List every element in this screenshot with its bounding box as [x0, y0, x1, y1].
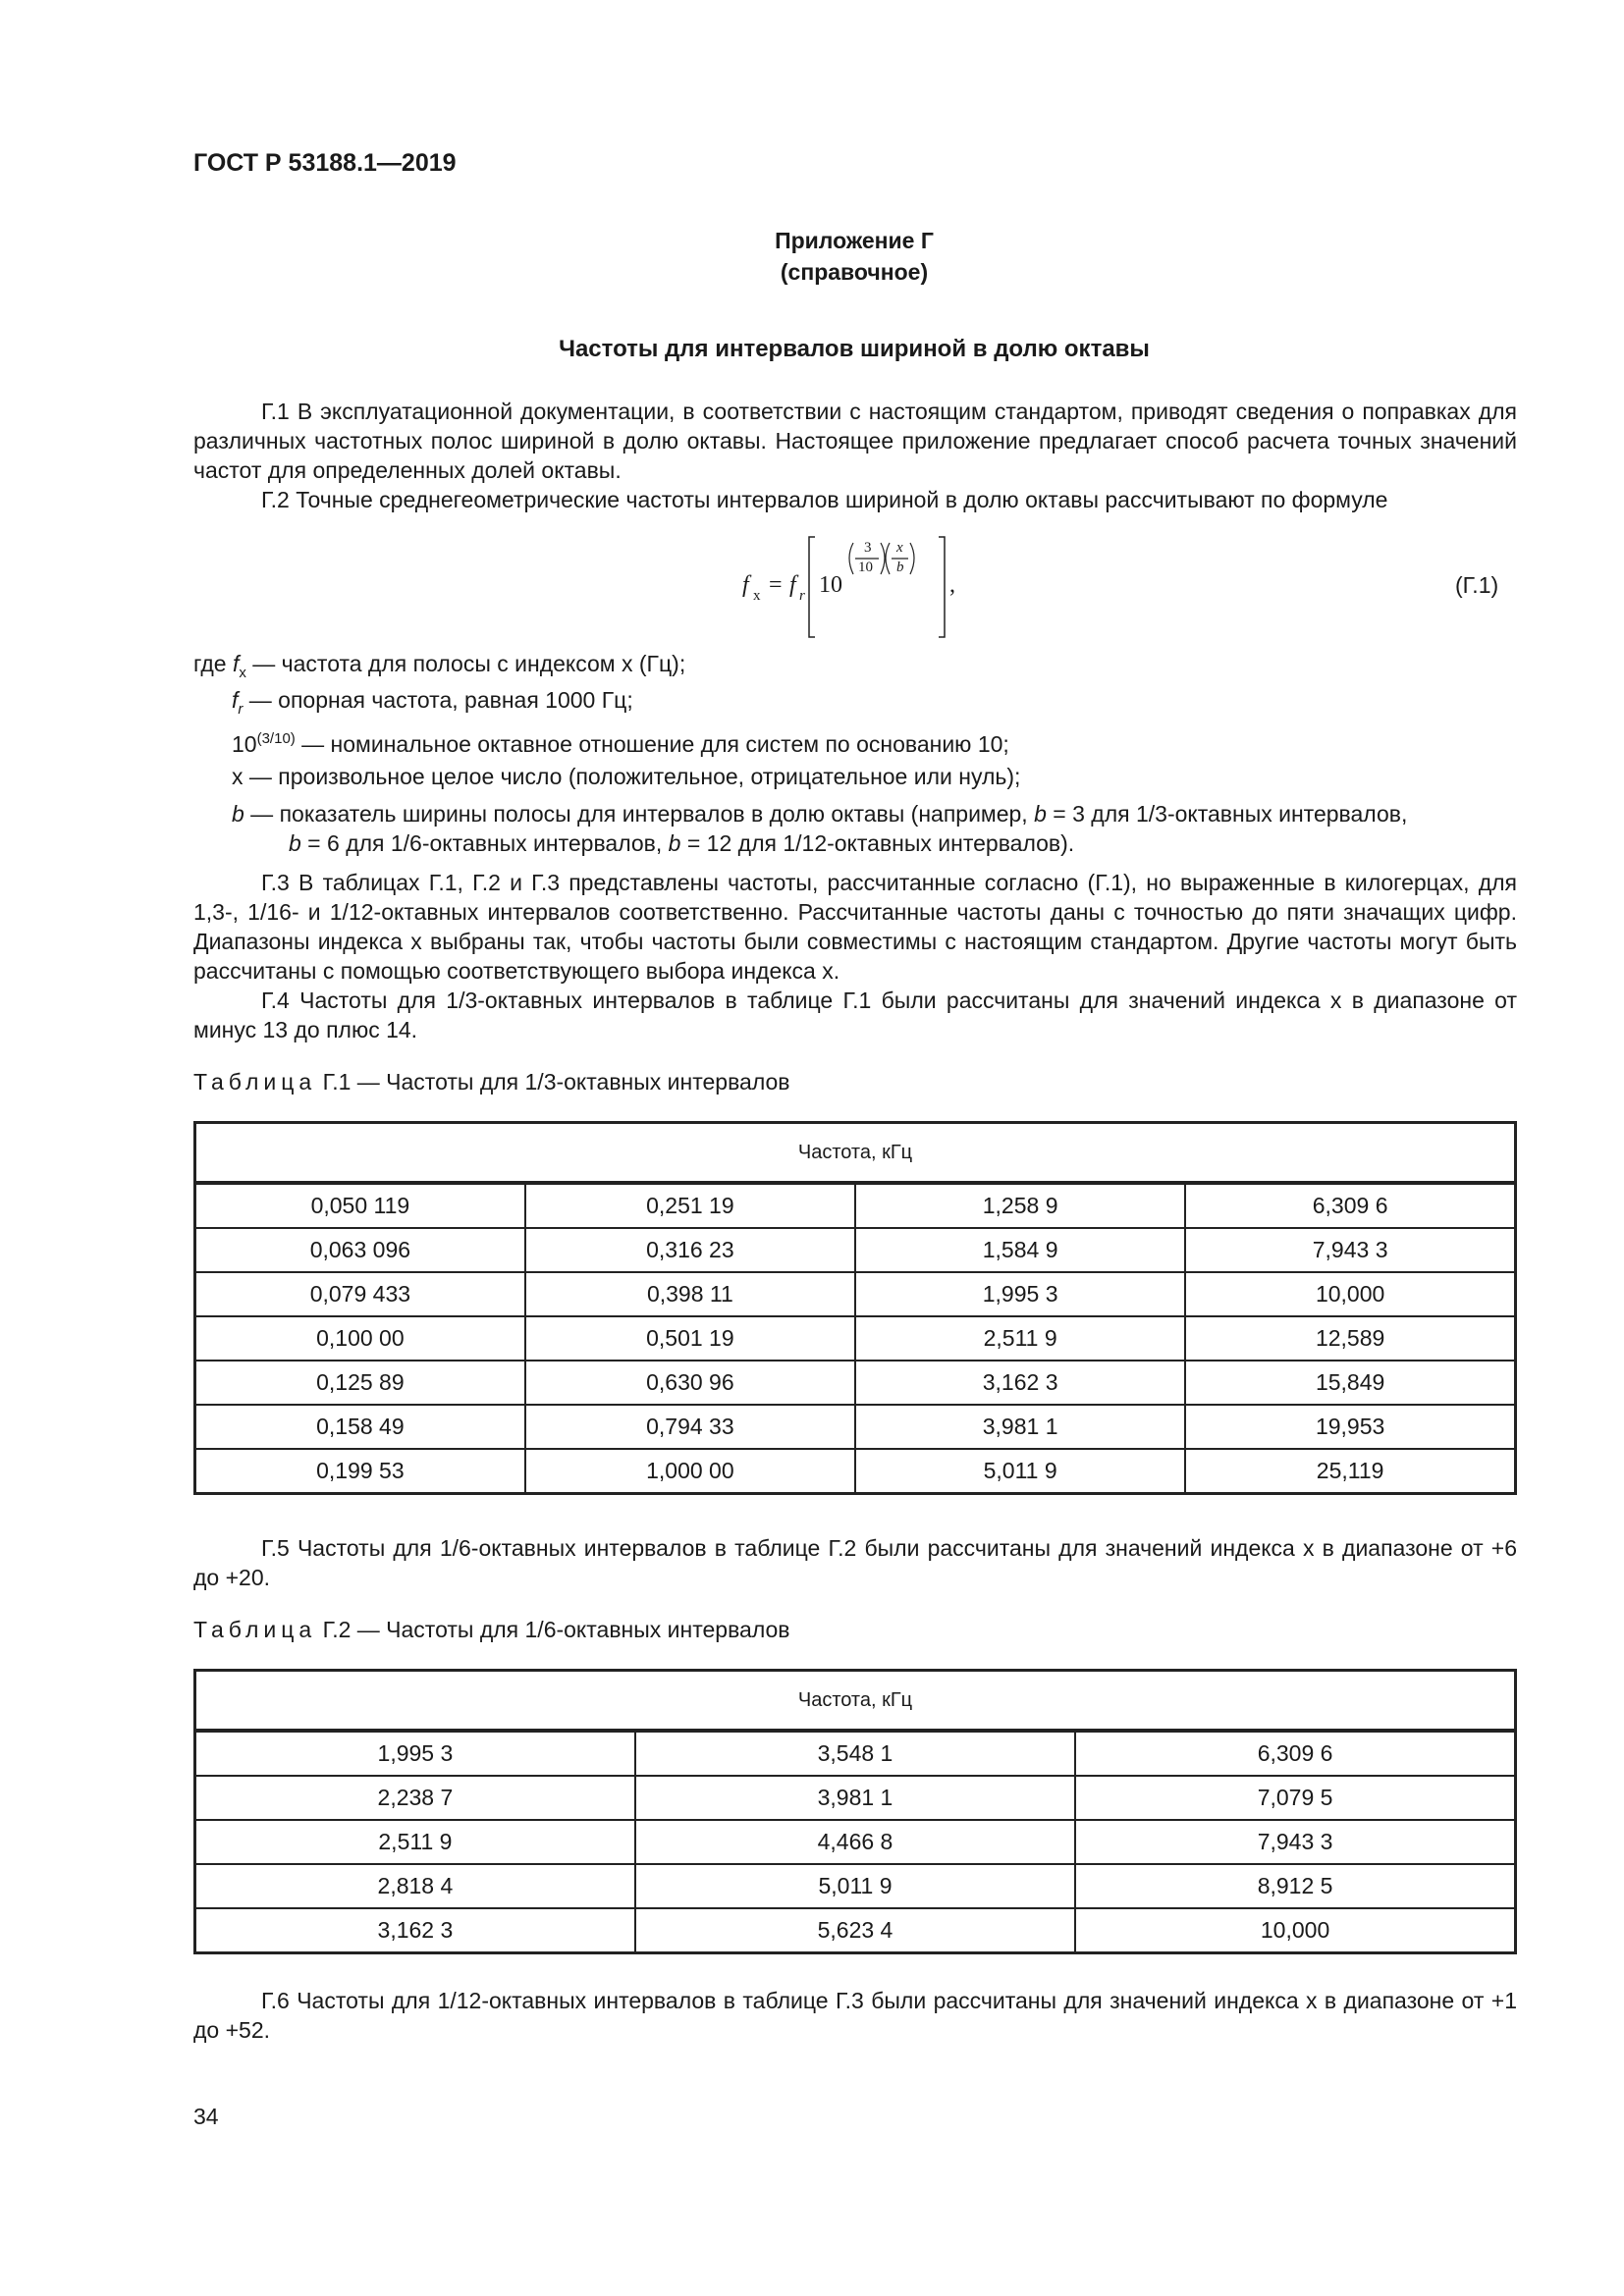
section-title: Частоты для интервалов шириной в долю октавы — [559, 336, 1150, 362]
table2-header: Частота, кГц — [195, 1671, 1516, 1732]
paragraph-g1: Г.1 В эксплуатационной документации, в соответствии с настоящим стандартом, приводят сведения о поправках для различных частотных полос шириной в долю октавы. Настоящее приложение предлагает способ расчета точных значений частот для определенных долей октавы. — [193, 399, 1517, 483]
table-cell: 10,000 — [1185, 1272, 1515, 1316]
table1-caption — [193, 1069, 790, 1095]
table-cell: 5,011 9 — [635, 1864, 1075, 1908]
formula-trailing-comma: , — [949, 572, 955, 598]
table-row — [195, 1183, 1516, 1228]
definition-b-symbol-4: b — [668, 830, 681, 856]
definition-b-eq-3: = 12 для 1/12-октавных интервалов). — [680, 830, 1075, 856]
table-cell: 7,079 5 — [1075, 1776, 1515, 1820]
table2-caption-text: Г.2 — Частоты для 1/6-октавных интервалов — [316, 1617, 790, 1642]
table-row — [195, 1820, 1516, 1864]
table-cell: 7,943 3 — [1075, 1820, 1515, 1864]
table-cell: 0,063 096 — [195, 1228, 525, 1272]
document-code: ГОСТ Р 53188.1—2019 — [193, 149, 457, 177]
annex-kind: (справочное) — [780, 259, 929, 285]
definition-b-symbol-2: b — [1034, 801, 1047, 827]
table-cell: 0,199 53 — [195, 1449, 525, 1494]
formula-num-2: x — [896, 540, 903, 556]
table-row — [195, 1361, 1516, 1405]
definition-fx-text: — частота для полосы с индексом x (Гц); — [245, 651, 686, 676]
definition-ratio-base: 10 — [232, 731, 257, 757]
formula-den-2: b — [896, 560, 904, 575]
definition-ratio-text: — номинальное октавное отношение для систем по основанию 10; — [295, 731, 1009, 757]
table-cell: 4,466 8 — [635, 1820, 1075, 1864]
formula-equals: = — [769, 572, 783, 598]
table-cell: 3,548 1 — [635, 1731, 1075, 1776]
paragraph-g6: Г.6 Частоты для 1/12-октавных интервалов в таблице Г.3 были рассчитаны для значений индекса x в диапазоне от +1 до +52. — [193, 1988, 1517, 2043]
table-cell: 1,000 00 — [525, 1449, 855, 1494]
definition-b-eq-2: = 6 для 1/6-октавных интервалов, — [300, 830, 669, 856]
paragraph-g4: Г.4 Частоты для 1/3-октавных интервалов в таблице Г.1 были рассчитаны для значений индекса x в диапазоне от минус 13 до плюс 14. — [193, 988, 1517, 1042]
table-cell: 0,501 19 — [525, 1316, 855, 1361]
table-row — [195, 1731, 1516, 1776]
table-cell: 8,912 5 — [1075, 1864, 1515, 1908]
definition-fx — [193, 649, 1482, 688]
definition-fr — [232, 685, 1520, 724]
formula-num-1: 3 — [864, 540, 872, 556]
table-row — [195, 1405, 1516, 1449]
table-cell: 2,511 9 — [855, 1316, 1185, 1361]
table-row — [195, 1864, 1516, 1908]
formula-den-1: 10 — [858, 560, 873, 575]
definition-intro: где — [193, 651, 227, 676]
table-cell: 0,050 119 — [195, 1183, 525, 1228]
table-row — [195, 1449, 1516, 1494]
table-cell: 3,981 1 — [855, 1405, 1185, 1449]
definition-fx-subscript: x — [239, 665, 246, 681]
paragraph-g5: Г.5 Частоты для 1/6-октавных интервалов в таблице Г.2 были рассчитаны для значений индекса x в диапазоне от +6 до +20. — [193, 1535, 1517, 1590]
table-cell: 2,511 9 — [195, 1820, 635, 1864]
formula-base: 10 — [819, 572, 842, 598]
formula-lhs-subscript: x — [753, 588, 761, 604]
table-cell: 1,995 3 — [195, 1731, 635, 1776]
paragraph-g2: Г.2 Точные среднегеометрические частоты интервалов шириной в долю октавы рассчитывают по формуле — [261, 487, 1388, 512]
table-cell: 2,238 7 — [195, 1776, 635, 1820]
table-cell: 25,119 — [1185, 1449, 1515, 1494]
table2-caption — [193, 1617, 790, 1643]
table-cell: 5,011 9 — [855, 1449, 1185, 1494]
table1-header-row — [195, 1123, 1516, 1184]
definition-fr-text: — опорная частота, равная 1000 Гц; — [243, 687, 633, 713]
table-cell: 6,309 6 — [1075, 1731, 1515, 1776]
table-cell: 1,258 9 — [855, 1183, 1185, 1228]
page-number: 34 — [193, 2104, 219, 2129]
table2-header-row — [195, 1671, 1516, 1732]
table1-caption-text: Г.1 — Частоты для 1/3-октавных интервалов — [316, 1069, 790, 1095]
definition-b-symbol: b — [232, 801, 244, 827]
table-cell: 0,630 96 — [525, 1361, 855, 1405]
table-cell: 2,818 4 — [195, 1864, 635, 1908]
table-row — [195, 1228, 1516, 1272]
definition-b-symbol-3: b — [289, 830, 301, 856]
definition-fx-symbol: f — [232, 651, 240, 676]
table-cell: 19,953 — [1185, 1405, 1515, 1449]
table-cell: 3,981 1 — [635, 1776, 1075, 1820]
formula-rhs-f: f — [789, 572, 796, 598]
definition-ratio — [232, 724, 1520, 759]
definition-b-continuation — [232, 828, 1520, 858]
table-cell: 5,623 4 — [635, 1908, 1075, 1953]
table2-body — [195, 1731, 1516, 1953]
formula-rhs-subscript: r — [799, 588, 805, 604]
table1-caption-word: Таблица — [193, 1069, 317, 1095]
table1-header: Частота, кГц — [195, 1123, 1516, 1184]
table-cell: 1,584 9 — [855, 1228, 1185, 1272]
definition-fr-subscript: r — [238, 701, 244, 718]
table-cell: 7,943 3 — [1185, 1228, 1515, 1272]
table2-caption-word: Таблица — [193, 1617, 317, 1642]
definition-b-text: — показатель ширины полосы для интервалов в долю октавы (например, — [244, 801, 1035, 827]
table-row — [195, 1272, 1516, 1316]
formula-g1 — [742, 533, 958, 641]
table-cell: 3,162 3 — [195, 1908, 635, 1953]
table2 — [193, 1669, 1517, 1954]
table-cell: 12,589 — [1185, 1316, 1515, 1361]
table-cell: 0,251 19 — [525, 1183, 855, 1228]
definition-fr-symbol: f — [232, 687, 239, 713]
table-cell: 0,100 00 — [195, 1316, 525, 1361]
table-row — [195, 1776, 1516, 1820]
paragraph-g3: Г.3 В таблицах Г.1, Г.2 и Г.3 представлены частоты, рассчитанные согласно (Г.1), но выраженные в килогерцах, для 1,3-, 1/16- и 1/12-октавных интервалов соответственно. Рассчитанные частоты даны с точностью до пяти значащих цифр. Диапазоны индекса x выбраны так, чтобы частоты были совместимы с настоящим стандартом. Другие частоты могут быть рассчитаны с помощью соответствующего выбора индекса x. — [193, 870, 1517, 984]
formula-lhs: f — [742, 572, 749, 598]
table-cell: 0,125 89 — [195, 1361, 525, 1405]
definition-b-eq-1: = 3 для 1/3-октавных интервалов, — [1046, 801, 1408, 827]
table-row — [195, 1908, 1516, 1953]
table-cell: 0,316 23 — [525, 1228, 855, 1272]
definition-x: x — произвольное целое число (положительное, отрицательное или нуль); — [232, 764, 1021, 789]
annex-title: Приложение Г — [775, 228, 934, 253]
table-cell: 3,162 3 — [855, 1361, 1185, 1405]
table-cell: 0,794 33 — [525, 1405, 855, 1449]
table1 — [193, 1121, 1517, 1495]
table-cell: 1,995 3 — [855, 1272, 1185, 1316]
definition-b — [232, 799, 1520, 858]
table-cell: 6,309 6 — [1185, 1183, 1515, 1228]
formula-number: (Г.1) — [1455, 572, 1499, 598]
table-cell: 0,398 11 — [525, 1272, 855, 1316]
table-cell: 0,158 49 — [195, 1405, 525, 1449]
table-cell: 10,000 — [1075, 1908, 1515, 1953]
table-row — [195, 1316, 1516, 1361]
definition-ratio-superscript: (3/10) — [256, 730, 296, 747]
table1-body — [195, 1183, 1516, 1494]
table-cell: 0,079 433 — [195, 1272, 525, 1316]
table-cell: 15,849 — [1185, 1361, 1515, 1405]
